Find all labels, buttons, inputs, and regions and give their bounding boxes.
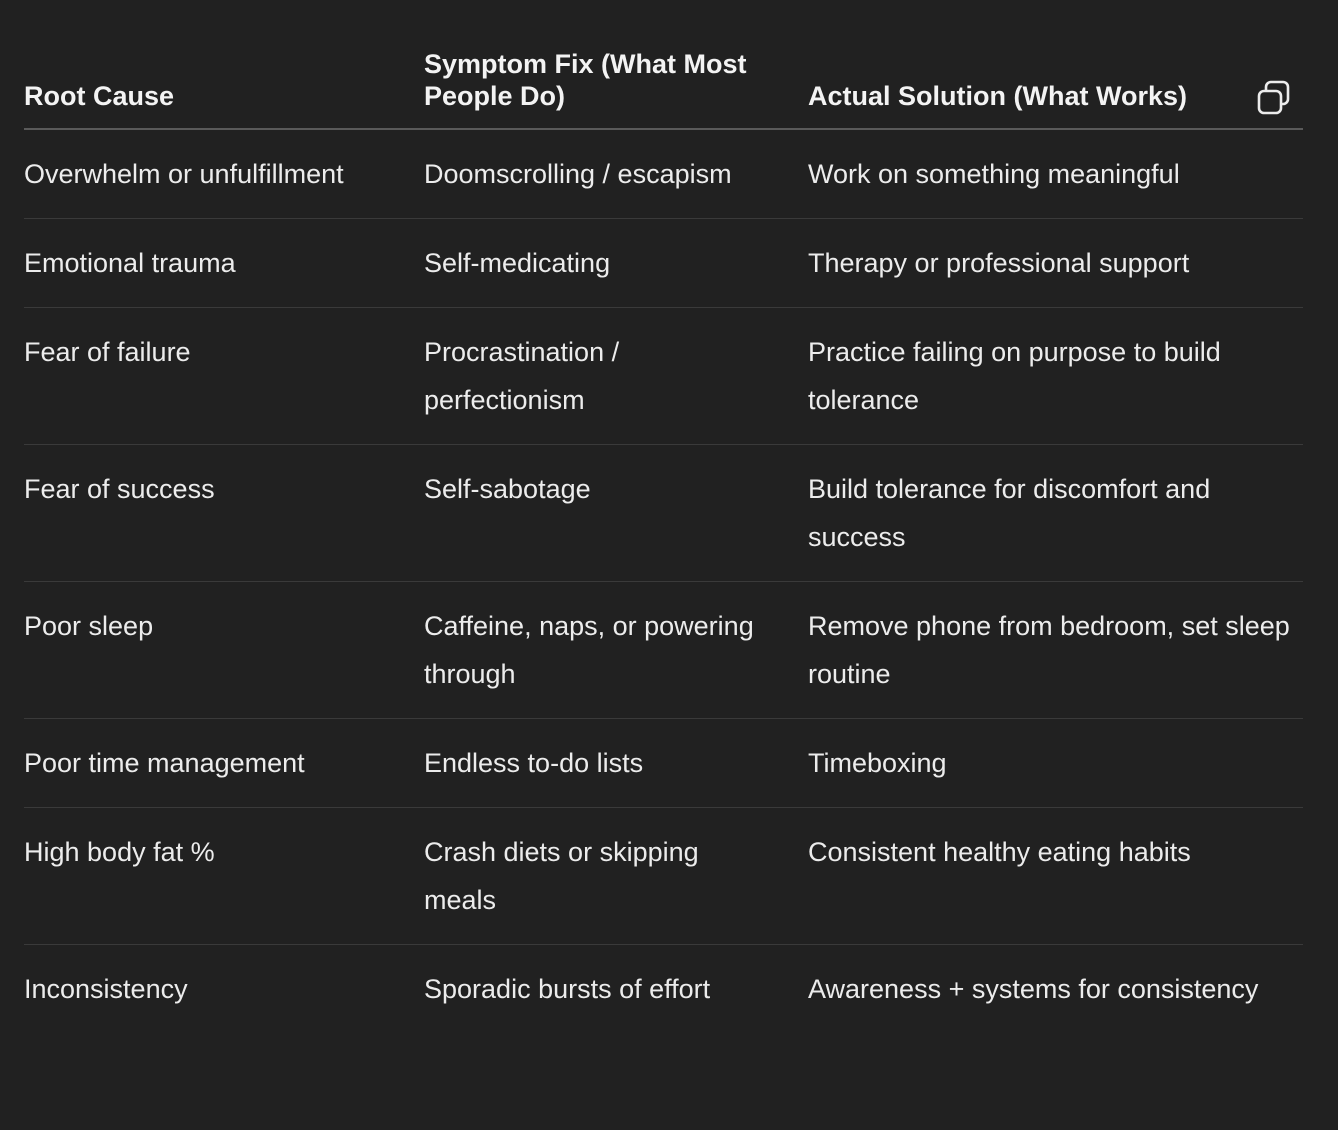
table-row <box>24 945 1303 1034</box>
cell-symptom-fix: Endless to-do lists <box>424 719 808 808</box>
cell-root-cause: Poor time management <box>24 719 424 808</box>
cell-root-cause: Poor sleep <box>24 582 424 719</box>
cell-actual-solution: Work on something meaningful <box>808 129 1303 219</box>
cell-symptom-fix: Self-medicating <box>424 219 808 308</box>
cell-actual-solution: Awareness + systems for consistency <box>808 974 1259 1004</box>
copy-table-button[interactable] <box>1256 80 1292 116</box>
cell-symptom-fix: Self-sabotage <box>424 445 808 582</box>
header-row <box>24 48 1303 129</box>
cell-actual-solution: Remove phone from bedroom, set sleep routine <box>808 582 1303 719</box>
copy-icon <box>1256 80 1292 116</box>
table-row <box>24 129 1303 219</box>
cell-actual-solution: Therapy or professional support <box>808 219 1303 308</box>
cell-root-cause: Inconsistency <box>24 974 188 1004</box>
table-row <box>24 719 1303 808</box>
header-symptom-fix: Symptom Fix (What Most People Do) <box>424 48 808 129</box>
cell-actual-solution: Build tolerance for discomfort and success <box>808 445 1303 582</box>
cell-root-cause: Fear of success <box>24 445 424 582</box>
table-row <box>24 308 1303 445</box>
comparison-table-container <box>24 48 1303 1033</box>
cell-symptom-fix: Procrastination / perfectionism <box>424 308 808 445</box>
cell-actual-solution: Practice failing on purpose to build tolerance <box>808 308 1303 445</box>
cell-symptom-fix: Crash diets or skipping meals <box>424 808 808 945</box>
table-row <box>24 808 1303 945</box>
table-row <box>24 219 1303 308</box>
cell-symptom-fix: Doomscrolling / escapism <box>424 129 808 219</box>
cell-actual-solution: Timeboxing <box>808 719 1303 808</box>
table-row <box>24 582 1303 719</box>
cell-symptom-fix: Caffeine, naps, or powering through <box>424 582 808 719</box>
cell-actual-solution: Consistent healthy eating habits <box>808 808 1303 945</box>
cell-root-cause: High body fat % <box>24 808 424 945</box>
cell-root-cause: Emotional trauma <box>24 219 424 308</box>
header-root-cause: Root Cause <box>24 48 424 129</box>
cell-root-cause: Overwhelm or unfulfillment <box>24 129 424 219</box>
cell-symptom-fix: Sporadic bursts of effort <box>424 974 711 1004</box>
comparison-table <box>24 48 1303 1033</box>
table-header <box>24 48 1303 129</box>
table-body <box>24 129 1303 1033</box>
header-actual-solution: Actual Solution (What Works) <box>808 48 1303 129</box>
cell-root-cause: Fear of failure <box>24 308 424 445</box>
table-row <box>24 445 1303 582</box>
